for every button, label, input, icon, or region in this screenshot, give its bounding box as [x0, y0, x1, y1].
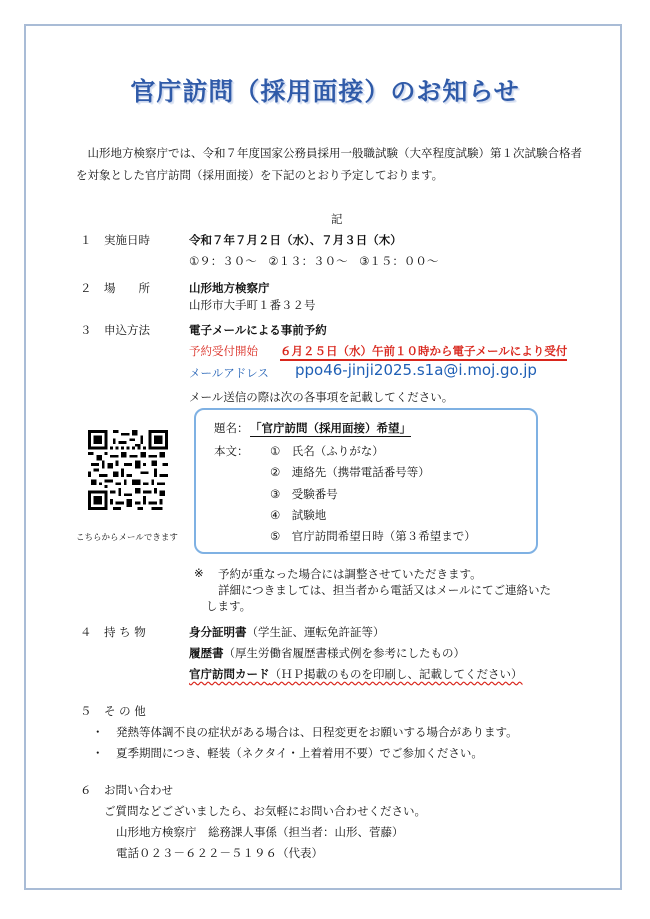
qr-caption: こちらからメールできます [76, 533, 178, 543]
section-4-label: 持 ち 物 [104, 625, 146, 639]
contact-office: 山形地方検察庁 総務課人事係（担当者：山形、菅藤） [116, 825, 404, 839]
item-3-detail: （ＨＰ掲載のものを印刷し、記載してください） [269, 667, 523, 681]
notice-mark: ※ [194, 566, 204, 580]
section-1-label: 実施日時 [104, 233, 150, 247]
section-5-number: ５ [80, 704, 92, 718]
qr-code[interactable] [88, 430, 168, 510]
section-1-number: １ [80, 233, 92, 247]
ki-marker: 記 [331, 212, 343, 226]
section-6-number: ６ [80, 783, 92, 797]
section-2-number: ２ [80, 281, 92, 295]
body-item-1: ① 氏名（ふりがな） [270, 444, 384, 458]
subject-text: 「官庁訪問（採用面接）希望」 [250, 421, 411, 435]
page-title: 官庁訪問（採用面接）のお知らせ [130, 77, 520, 106]
section-2-label: 場 所 [104, 281, 150, 295]
event-times: ①９：３０～ ②１３：３０～ ③１５：００～ [189, 254, 439, 268]
section-3-number: ３ [80, 323, 92, 337]
contact-phone: 電話０２３－６２２－５１９６（代表） [116, 846, 323, 860]
item-2-name: 履歴書 [189, 646, 224, 660]
bullet-1: ・ [92, 725, 104, 739]
email-label: メールアドレス [189, 366, 269, 380]
section-6-label: お問い合わせ [104, 783, 173, 797]
reservation-start-label: 予約受付開始 [189, 344, 258, 358]
body-item-2: ② 連絡先（携帯電話番号等） [270, 465, 430, 479]
body-label: 本文： [214, 444, 249, 458]
venue-name: 山形地方検察庁 [189, 281, 270, 295]
venue-address: 山形市大手町１番３２号 [189, 298, 316, 312]
subject-label: 題名： [214, 421, 249, 435]
body-item-5: ⑤ 官庁訪問希望日時（第３希望まで） [270, 529, 476, 543]
body-item-3: ③ 受験番号 [270, 487, 338, 501]
item-1-name: 身分証明書 [189, 625, 247, 639]
email-address[interactable]: ppo46-jinji2025.s1a@i.moj.go.jp [295, 361, 537, 379]
notice-line-1: 予約が重なった場合には調整させていただきます。 [218, 567, 482, 581]
notice-line-3: します。 [206, 599, 252, 613]
item-3-name: 官庁訪問カード [189, 667, 270, 681]
body-item-4: ④ 試験地 [270, 508, 327, 522]
event-dates: 令和７年７月２日（水）、７月３日（木） [189, 233, 402, 247]
other-note-2: 夏季期間につき、軽装（ネクタイ・上着着用不要）でご参加ください。 [116, 746, 483, 760]
notice-line-2: 詳細につきましては、担当者から電話又はメールにてご連絡いた [218, 583, 552, 597]
intro-paragraph: 山形地方検察庁では、令和７年度国家公務員採用一般職試験（大卒程度試験）第１次試験合格者を対象とした官庁訪問（採用面接）を下記のとおり予定しております。 [76, 146, 582, 182]
section-4-number: ４ [80, 625, 92, 639]
bullet-2: ・ [92, 746, 104, 760]
email-instructions: メール送信の際は次の各事項を記載してください。 [189, 390, 454, 404]
item-1-detail: （学生証、運転免許証等） [246, 625, 385, 639]
item-2-detail: （厚生労働省履歴書様式例を参考にしたもの） [223, 646, 465, 660]
application-method: 電子メールによる事前予約 [189, 323, 327, 337]
other-note-1: 発熱等体調不良の症状がある場合は、日程変更をお願いする場合があります。 [116, 725, 518, 739]
contact-intro: ご質問などございましたら、お気軽にお問い合わせください。 [104, 804, 426, 818]
section-3-label: 申込方法 [104, 323, 150, 337]
reservation-start-value: ６月２５日（水）午前１０時から電子メールにより受付 [280, 344, 567, 361]
section-5-label: そ の 他 [104, 704, 146, 718]
